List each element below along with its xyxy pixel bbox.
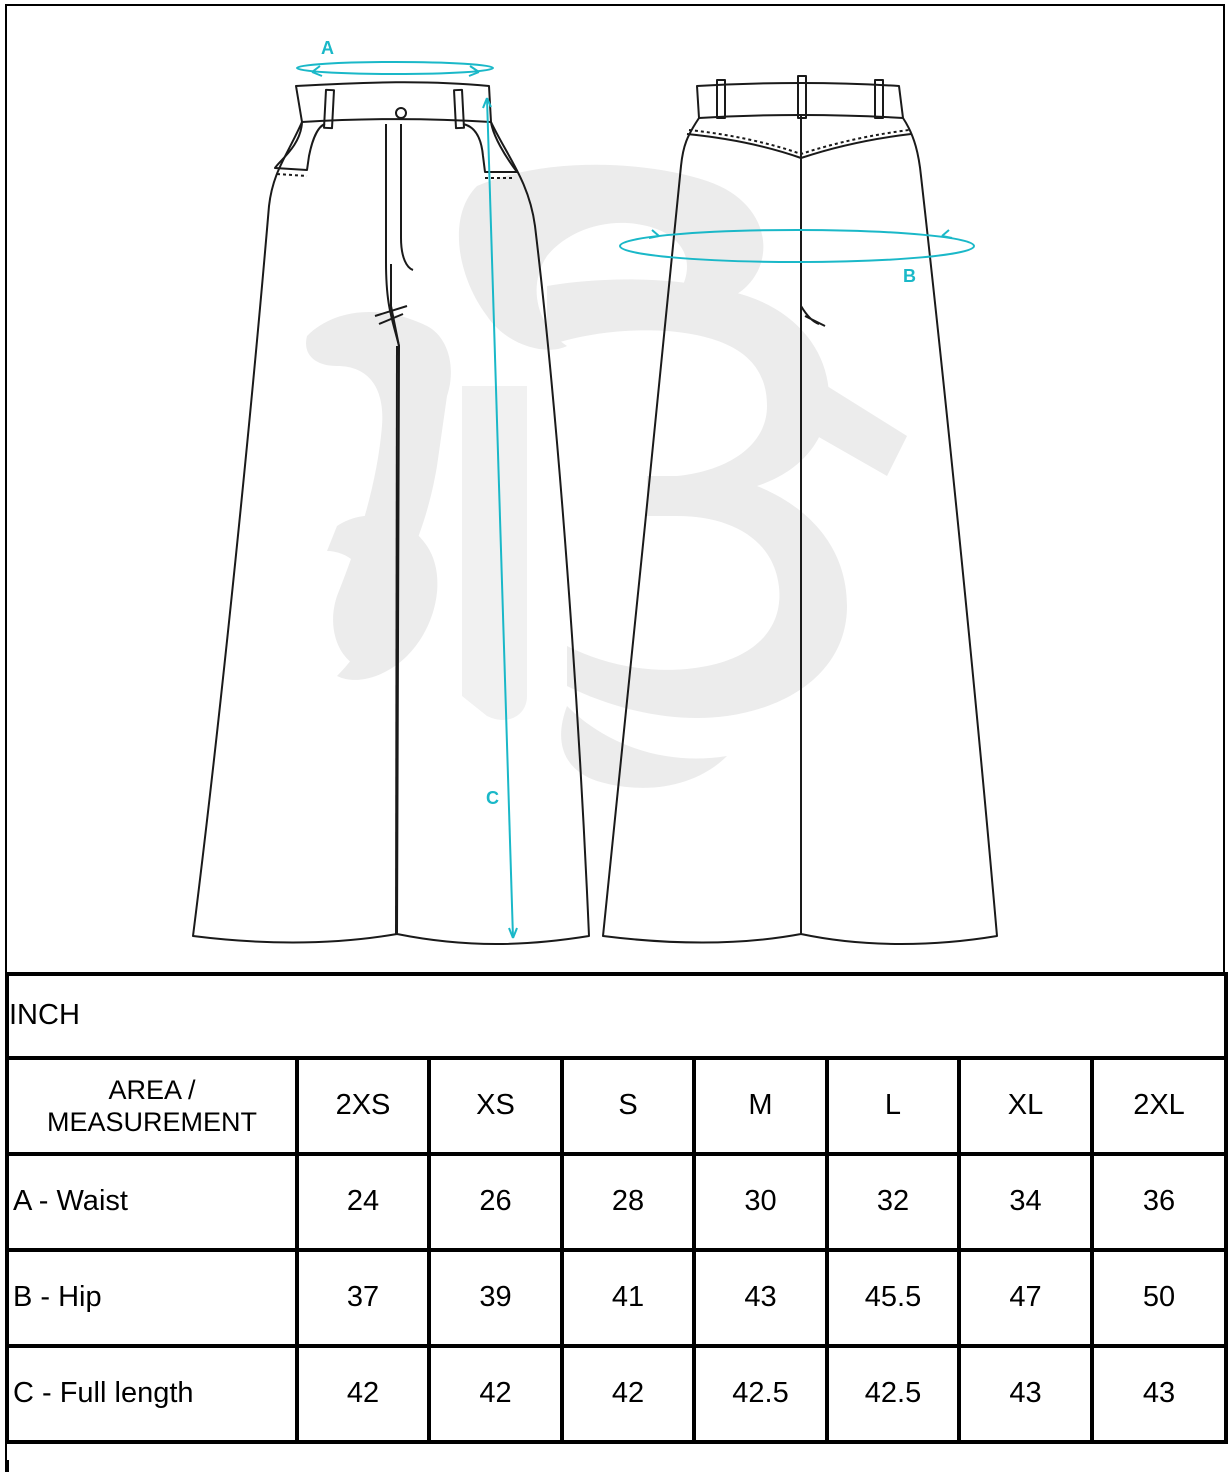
table-row-full-length [7,1346,1226,1442]
measure-a-label: A [321,38,334,58]
size-header: XL [959,1058,1092,1154]
size-header: 2XL [1092,1058,1226,1154]
size-header: M [694,1058,827,1154]
measure-b-label: B [903,266,916,286]
table-cell: 42 [562,1346,694,1442]
size-header: XS [429,1058,562,1154]
table-cell: 41 [562,1250,694,1346]
unit-label: INCH [7,974,1226,1058]
table-row-waist [7,1154,1226,1250]
size-header: 2XS [297,1058,429,1154]
table-cell: 34 [959,1154,1092,1250]
frame-right-edge [1223,4,1225,974]
table-cell: 43 [959,1346,1092,1442]
table-cell: 50 [1092,1250,1226,1346]
row-label: A - Waist [7,1154,297,1250]
table-cell: 42.5 [694,1346,827,1442]
header-row [7,1058,1226,1154]
table-cell: 30 [694,1154,827,1250]
table-cell: 43 [1092,1346,1226,1442]
table-cell: 26 [429,1154,562,1250]
area-header-line2: MEASUREMENT [46,1107,257,1137]
table-row-hip [7,1250,1226,1346]
table-cell: 37 [297,1250,429,1346]
area-header-line1: AREA / [108,1075,196,1105]
measure-c-label: C [486,788,499,808]
table-cell: 32 [827,1154,959,1250]
table-cell: 28 [562,1154,694,1250]
unit-row [7,974,1226,1058]
table-cell: 43 [694,1250,827,1346]
row-label: B - Hip [7,1250,297,1346]
size-header: L [827,1058,959,1154]
table-cell: 24 [297,1154,429,1250]
row-label: C - Full length [7,1346,297,1442]
table-cell: 47 [959,1250,1092,1346]
pants-illustration [7,6,1223,972]
bottom-border-strip [5,1460,1224,1472]
table-cell: 45.5 [827,1250,959,1346]
table-cell: 42 [297,1346,429,1442]
size-chart-table [5,972,1228,1444]
area-header [7,1058,297,1154]
table-cell: 39 [429,1250,562,1346]
table-cell: 42.5 [827,1346,959,1442]
measure-a [297,62,493,76]
table-cell: 36 [1092,1154,1226,1250]
size-header: S [562,1058,694,1154]
table-cell: 42 [429,1346,562,1442]
